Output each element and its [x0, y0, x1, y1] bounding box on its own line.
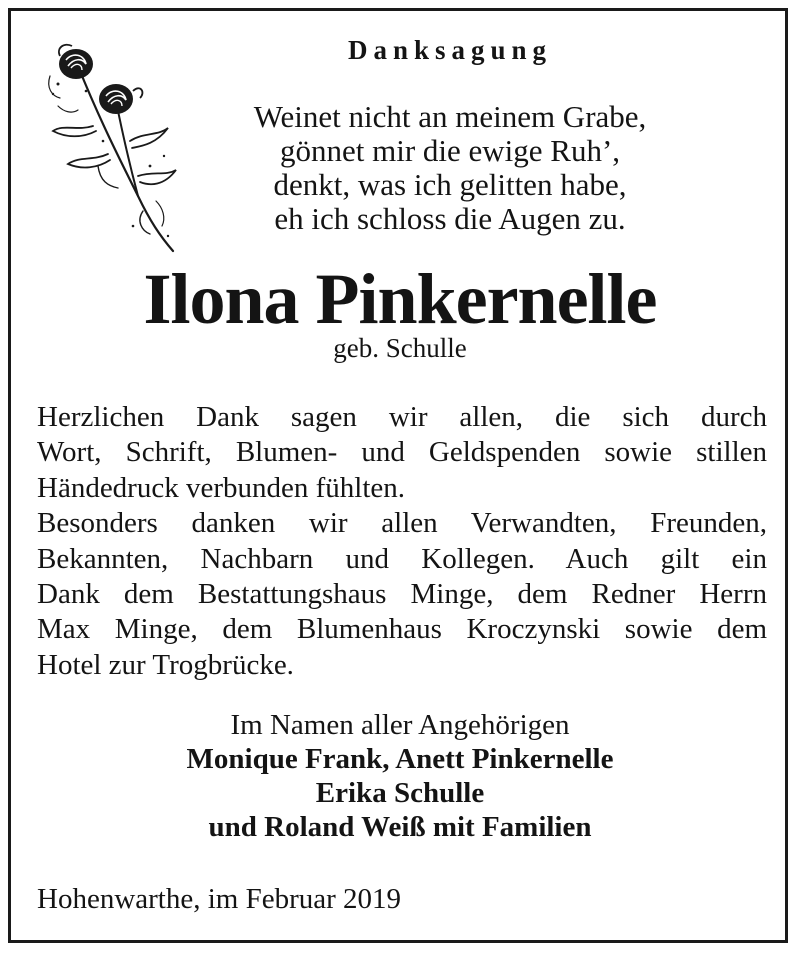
place-date: Hohenwarthe, im Februar 2019 — [37, 883, 402, 915]
thanks-line: Dank dem Bestattungshaus Minge, dem Redner Herrn — [37, 578, 767, 611]
maiden-name: geb. Schulle — [333, 333, 467, 363]
thanks-line: Besonders danken wir allen Verwandten, Freunden, — [37, 507, 767, 540]
signature-names-line: Erika Schulle — [315, 777, 485, 809]
poem — [150, 100, 750, 236]
thanks-line: Wort, Schrift, Blumen- und Geldspenden sowie stillen — [37, 436, 767, 469]
thanks-line: Herzlichen Dank sagen wir allen, die sich durch — [37, 401, 767, 433]
thanks-line: Max Minge, dem Blumenhaus Kroczynski sowie dem — [37, 613, 767, 646]
signature-names-line: Monique Frank, Anett Pinkernelle — [186, 743, 614, 775]
poem-line: gönnet mir die ewige Ruh’, — [279, 133, 621, 168]
thanks-line: Bekannten, Nachbarn und Kollegen. Auch gilt ein — [37, 542, 767, 575]
poem-line: Weinet nicht an meinem Grabe, — [253, 99, 647, 134]
thanks-line: Händedruck verbunden fühlten. — [37, 471, 406, 504]
thanks-line: Hotel zur Trogbrücke. — [37, 648, 294, 681]
notice-heading: Danksagung — [347, 35, 553, 65]
deceased-name: Ilona Pinkernelle — [143, 259, 657, 339]
poem-line: denkt, was ich gelitten habe, — [273, 167, 627, 202]
thanks-paragraph — [37, 400, 767, 683]
signature-names-line: und Roland Weiß mit Familien — [208, 811, 592, 843]
signature-intro: Im Namen aller Angehörigen — [230, 709, 570, 741]
poem-line: eh ich schloss die Augen zu. — [274, 201, 626, 236]
signature-block — [20, 708, 780, 844]
